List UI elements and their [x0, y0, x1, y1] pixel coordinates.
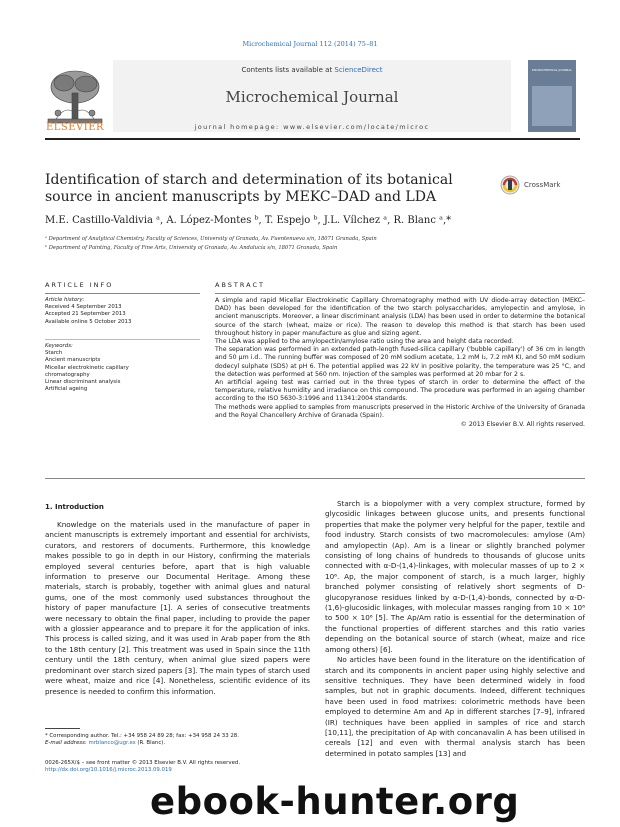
article-history	[45, 297, 205, 326]
keyword-item: Linear discriminant analysis	[45, 379, 121, 386]
watermark-text: ebook-hunter.org	[150, 780, 520, 823]
keyword-item: Artificial ageing	[45, 386, 88, 393]
history-label: Article history:	[45, 297, 85, 303]
abstract-rule	[215, 293, 585, 294]
crossmark-label: CrossMark	[524, 181, 561, 189]
contents-prefix: Contents lists available at	[241, 66, 335, 74]
body-left-column	[45, 520, 310, 697]
keyword-item: chromatography	[45, 371, 90, 378]
cover-title: MICROCHEMICAL JOURNAL	[532, 68, 572, 72]
article-info-rule	[45, 293, 200, 294]
copyright-notice: © 2013 Elsevier B.V. All rights reserved.	[460, 421, 585, 429]
abstract-paragraph: A simple and rapid Micellar Electrokinetic Capillary Chromatography method with UV diode-array detection (MEKC–DAD) has been developed for the identification of the two starch polysaccharides, amylopectin and amylose, in ancient manuscripts. Moreover, a linear discriminant analysis (LDA) has been used in order to determine the botanical source of the starch (wheat, maize or rice). The reason to develop this method is that starch has been used throughout history in paper manufacture as glue and sizing agent.	[215, 297, 585, 337]
email-suffix: (R. Blanc).	[135, 740, 166, 746]
abstract-paragraph: The LDA was applied to the amylopectin/amylose ratio using the area and height data recorded.	[215, 338, 514, 346]
author-list: M.E. Castillo-Valdivia ᵃ, A. López-Montes ᵇ, T. Espejo ᵇ, J.L. Vílchez ᵃ, R. Blanc ᵃ,*	[45, 215, 452, 226]
abstract-bottom-rule	[45, 478, 585, 479]
contents-line	[113, 66, 511, 74]
body-paragraph: Knowledge on the materials used in the manufacture of paper in ancient manuscripts is extremely important and essential for archivists, curators, and restorers of documents. Furthermore, this knowledge makes possible to go in depth in our History, confirming the materials employed several centuries before, apart that is high valuable information to preserve our Documental Heritage. Among these materials, starch is probably, together with animal glues and natural gums, one of the most commonly used substances throughout the history of paper manufacture [1]. A series of consecutive treatments were necessary to obtain the final paper, including to provide the paper with a glossier appearance and to prepare it for the application of inks. This process is called sizing, and it was used in Arab paper from the 8th to the 18th century [2]. This treatment was used in Spain since the 11th century until the 18th century, when animal glue sized papers were predominant over starch sized papers [3]. The main types of starch used were wheat, maize and rice [4]. Nonetheless, scientific evidence of its presence is needed to confirm this information.	[45, 520, 310, 696]
doi-link[interactable]: http://dx.doi.org/10.1016/j.microc.2013.09.019	[45, 767, 172, 773]
elsevier-wordmark: ELSEVIER	[45, 122, 105, 133]
corresponding-author-note: * Corresponding author. Tel.: +34 958 24 89 28; fax: +34 958 24 33 28.	[45, 733, 239, 739]
keywords-rule	[45, 339, 200, 340]
journal-title: Microchemical Journal	[225, 88, 399, 106]
body-paragraph: No articles have been found in the literature on the identification of starch and its components in ancient paper using highly selective and sensitive techniques. They have been determined widely in food samples, but not in graphic documents. Indeed, different techniques have been used in food matrixes: colorimetric methods have been employed to determine Am and Ap in different starches [7–9], infrared (IR) techniques have been applied in samples of rice and starch [10,11], the precipitation of Ap with concanavalin A has been utilised in cereals [12] and even with thermal analysis starch has been determined in potato samples [13] and	[325, 655, 585, 758]
keywords-label: Keywords:	[45, 343, 73, 349]
journal-cover-thumbnail[interactable]	[528, 60, 576, 132]
sciencedirect-link[interactable]: ScienceDirect	[334, 66, 383, 74]
abstract-heading: ABSTRACT	[215, 281, 265, 289]
crossmark-badge[interactable]	[500, 175, 590, 199]
article-title: Identification of starch and determination of its botanical source in ancient manuscripts by MEKC–DAD and LDA	[45, 172, 453, 205]
publication-info	[45, 760, 310, 774]
abstract-paragraph: An artificial ageing test was carried out in the three types of starch in order to determine the effect of the temperature, relative humidity and irradiance on this compound. The procedure was performed in an ageing chamber according to the ISO 5630-3:1996 and 11341:2004 standards.	[215, 379, 585, 403]
journal-homepage[interactable]: journal homepage: www.elsevier.com/locate/microc	[194, 123, 430, 131]
journal-citation[interactable]: Microchemical Journal 112 (2014) 75–81	[242, 40, 378, 48]
elsevier-tree-logo	[44, 67, 106, 129]
header-rule	[45, 138, 580, 140]
email-link[interactable]: mrblanco@ugr.es	[88, 740, 136, 746]
abstract-paragraph: The separation was performed in an extended path-length fused-silica capillary ('bubble capillary') of 36 cm in length and 50 μm i.d.. The running buffer was composed of 20 mM sodium acetate, 1.2 mM I₂, 7.2 mM KI, and 50 mM sodium dodecyl sulphate (SDS) at pH 6. The potential applied was 22 kV in positive polarity, the temperature was 25 °C, and the detection was performed at 560 nm. Injection of the samples was performed at 20 mbar for 2 s.	[215, 346, 585, 378]
affiliation-a: ᵃ Department of Analytical Chemistry, Faculty of Sciences, University of Granada, Av. Fuentenueva s/n, 18071 Granada, Spain	[45, 236, 377, 242]
history-online: Available online 5 October 2013	[45, 318, 132, 325]
section-heading-introduction: 1. Introduction	[45, 503, 104, 511]
footnote-rule	[45, 728, 80, 729]
keyword-item: Micellar electrokinetic capillary	[45, 364, 129, 371]
abstract-paragraph: The methods were applied to samples from manuscripts preserved in the Historic Archive of the University of Granada and the Royal Chancellery Archive of Granada (Spain).	[215, 403, 585, 419]
keyword-item: Starch	[45, 350, 63, 357]
history-accepted: Accepted 21 September 2013	[45, 311, 126, 318]
body-right-column	[325, 499, 585, 759]
cover-artwork	[532, 86, 572, 126]
affiliation-b: ᵇ Department of Painting, Faculty of Fine Arts, University of Granada, Av. Andalucía s/n, 18071 Granada, Spain	[45, 245, 338, 251]
crossmark-icon	[500, 175, 520, 195]
article-info-heading: ARTICLE INFO	[45, 281, 114, 289]
issn-line: 0026-265X/$ – see front matter © 2013 Elsevier B.V. All rights reserved.	[45, 760, 241, 766]
keyword-item: Ancient manuscripts	[45, 357, 101, 364]
history-received: Received 4 September 2013	[45, 304, 122, 311]
abstract-body	[215, 297, 585, 429]
keywords-block	[45, 343, 205, 393]
email-label: E-mail address:	[45, 740, 89, 746]
footnotes	[45, 733, 310, 747]
email-line	[45, 740, 310, 747]
body-paragraph: Starch is a biopolymer with a very complex structure, formed by glycosidic linkages between glucose units, and presents functional properties that make the polymer very helpful for the paper, textile and food industry. Starch consists of two macromolecules: amylose (Am) and amylopectin (Ap). Am is a linear or slightly branched polymer consisting of long chains of hundreds to thousands of glucose units connected with α-D-(1,4)-linkages, with molecular masses of up to 2 × 10⁶. Ap, the major component of starch, is a much larger, highly branched polymer consisting of relatively short segments of D-glucopyranose residues linked by α-D-(1,4)-bonds, connected by α-D-(1,6)-glucosidic linkages, with molecular masses ranging from 10 × 10⁶ to 500 × 10⁶ [5]. The Ap/Am ratio is essential for the determination of the functional properties of different starches and this ratio varies depending on the botanical source of starch (wheat, maize and rice among others) [6].	[325, 499, 585, 654]
